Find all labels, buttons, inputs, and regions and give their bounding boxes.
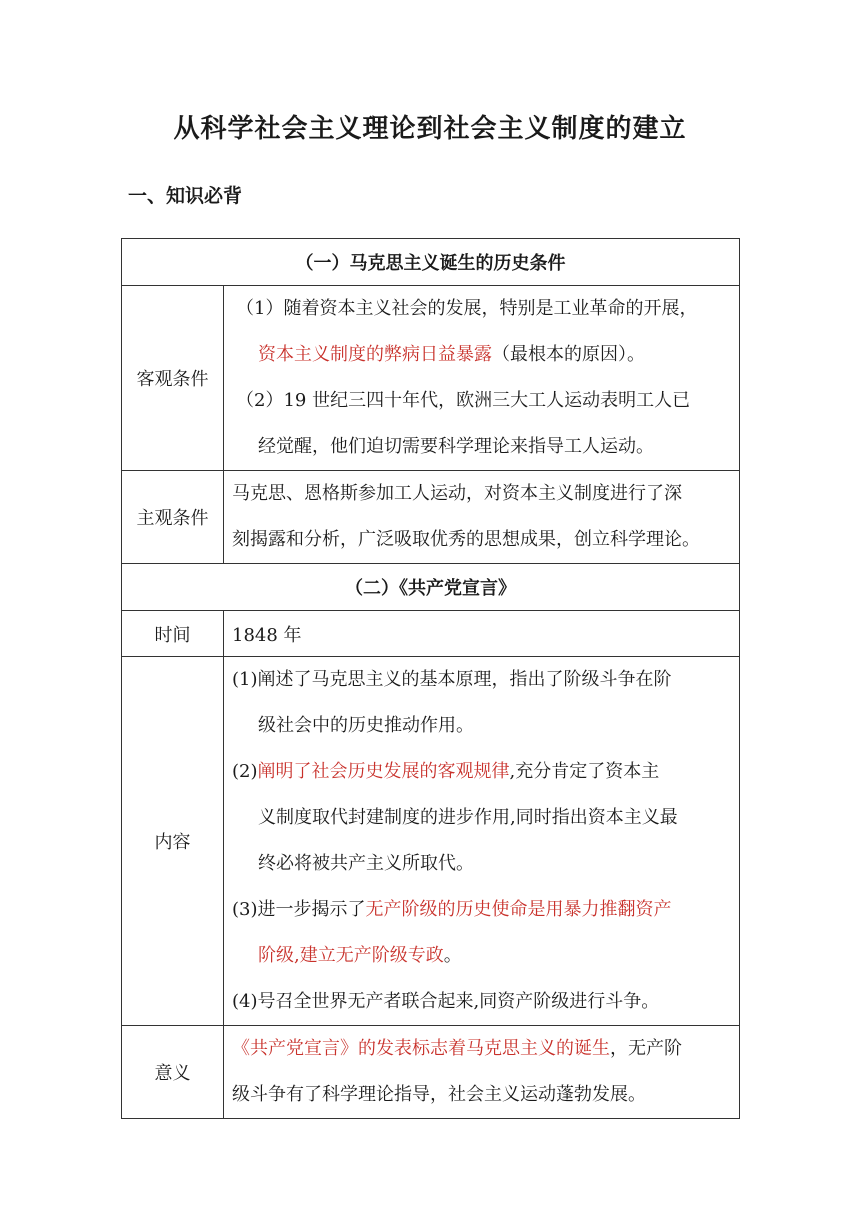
table-row xyxy=(122,239,740,286)
significance-red-text: 《共产党宣言》的发表标志着马克思主义的诞生 xyxy=(232,1038,610,1059)
item3-red-text2: 阶级,建立无产阶级专政 xyxy=(258,945,444,966)
table-row xyxy=(122,564,740,611)
significance-line2: 级斗争有了科学理论指导，社会主义运动蓬勃发展。 xyxy=(232,1084,646,1105)
objective-p1-line1: （1）随着资本主义社会的发展，特别是工业革命的开展， xyxy=(236,298,698,319)
subjective-label: 主观条件 xyxy=(122,471,224,564)
significance-tail: ，无产阶 xyxy=(610,1038,682,1059)
item2-tail: ,充分肯定了资本主 xyxy=(509,761,660,782)
subjective-line2: 刻揭露和分析，广泛吸取优秀的思想成果，创立科学理论。 xyxy=(232,529,700,550)
item2-line2: 义制度取代封建制度的进步作用,同时指出资本主义最 xyxy=(258,807,678,828)
significance-content xyxy=(224,1026,740,1119)
section-heading: 一、知识必背 xyxy=(128,185,243,207)
part1-header: （一）马克思主义诞生的历史条件 xyxy=(122,239,740,286)
objective-label: 客观条件 xyxy=(122,286,224,471)
item1-line2: 级社会中的历史推动作用。 xyxy=(258,715,474,736)
table-row xyxy=(122,286,740,471)
content-items xyxy=(224,657,740,1026)
significance-line1 xyxy=(232,1026,734,1072)
item3-prefix: (3)进一步揭示了 xyxy=(232,899,366,920)
subjective-content xyxy=(224,471,740,564)
objective-tail-text: （最根本的原因）。 xyxy=(492,344,645,365)
objective-p2-line1: （2）19 世纪三四十年代，欧洲三大工人运动表明工人已 xyxy=(236,390,691,411)
item2-red-text: 阐明了社会历史发展的客观规律 xyxy=(257,761,510,782)
objective-p2-line2: 经觉醒，他们迫切需要科学理论来指导工人运动。 xyxy=(258,436,654,457)
item1-line1: (1)阐述了马克思主义的基本原理，指出了阶级斗争在阶 xyxy=(232,669,672,690)
item3-end: 。 xyxy=(443,945,462,966)
table-row xyxy=(122,471,740,564)
objective-p1-line2 xyxy=(232,332,734,378)
objective-content xyxy=(224,286,740,471)
item3-red-text1: 无产阶级的历史使命是用暴力推翻资产 xyxy=(365,899,672,920)
page-title: 从科学社会主义理论到社会主义制度的建立 xyxy=(173,114,687,144)
content-label: 内容 xyxy=(122,657,224,1026)
time-value: 1848 年 xyxy=(224,611,740,657)
subjective-line1: 马克思、恩格斯参加工人运动，对资本主义制度进行了深 xyxy=(232,483,682,504)
table-row xyxy=(122,657,740,1026)
significance-label: 意义 xyxy=(122,1026,224,1119)
item3-line1 xyxy=(232,887,734,933)
time-label: 时间 xyxy=(122,611,224,657)
item2-line3: 终必将被共产主义所取代。 xyxy=(258,853,474,874)
part2-header: （二）《共产党宣言》 xyxy=(122,564,740,611)
item4-line1: (4)号召全世界无产者联合起来,同资产阶级进行斗争。 xyxy=(232,991,660,1012)
item2-line1 xyxy=(232,749,734,795)
knowledge-table xyxy=(121,238,740,1119)
table-row xyxy=(122,1026,740,1119)
item2-prefix: (2) xyxy=(232,761,258,782)
objective-red-text: 资本主义制度的弊病日益暴露 xyxy=(258,344,492,365)
item3-line2 xyxy=(232,933,734,979)
table-row xyxy=(122,611,740,657)
